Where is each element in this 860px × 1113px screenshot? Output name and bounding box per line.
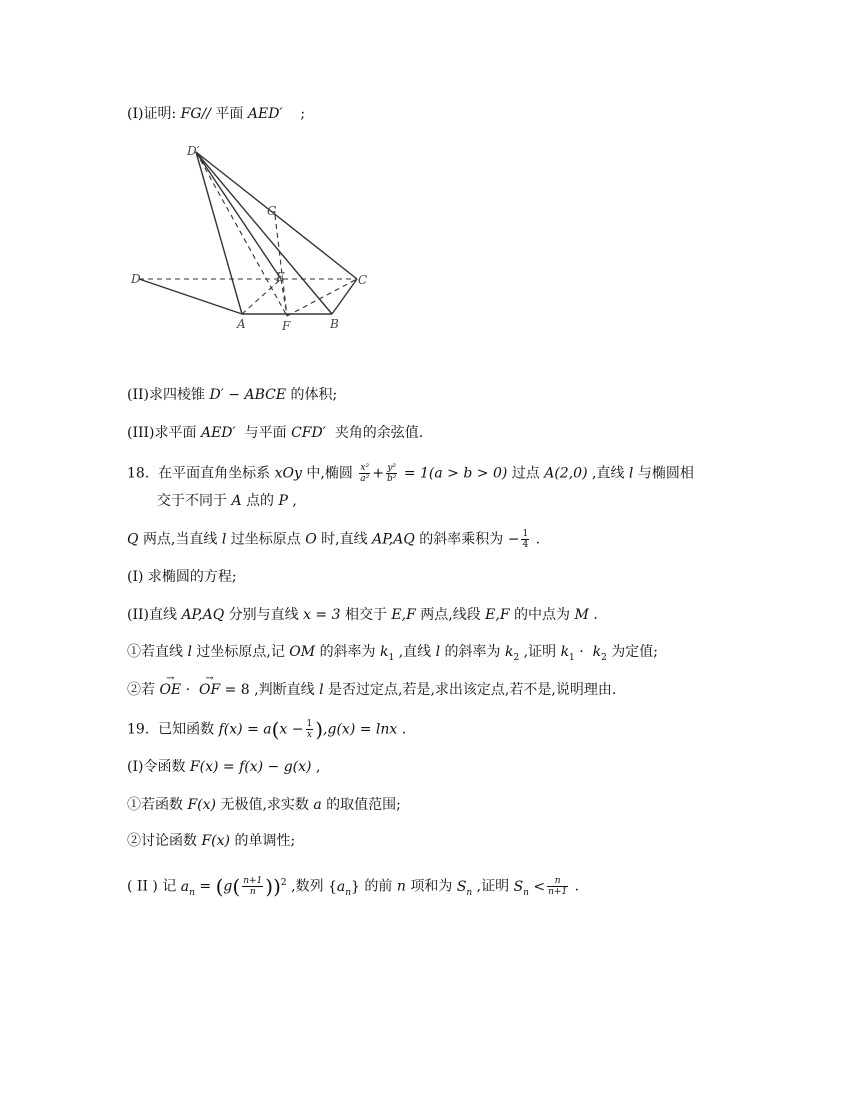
math-expr: AED′ [247, 106, 283, 122]
text: 平面 [215, 106, 244, 122]
text: ,判断直线 [254, 682, 315, 698]
q18-line1: 18. 在平面直角坐标系 xOy 中,椭圆 $\frac{\text{x²}}{\text{a²}}$ + $\frac{\text{y²}}{\text{b²}}$ = 1(a > b > 0) 过点 A(2,0) ,直线 l 与椭圆相 [127, 463, 694, 484]
text: 的体积; [290, 387, 338, 403]
math-expr: D′ − ABCE [209, 387, 287, 403]
text: ; [300, 106, 306, 122]
geometry-figure [125, 140, 385, 340]
edge-Dp-A [196, 152, 242, 314]
math-expr: ,g(x) = lnx [323, 721, 398, 738]
edge-G-F [275, 215, 287, 316]
math-expr: $S_n$ [456, 878, 473, 898]
edge-F-C [287, 279, 357, 316]
text: 为定值; [611, 644, 658, 660]
text: 相交于 [344, 607, 387, 623]
text: . [574, 878, 580, 895]
q19-case1 [127, 795, 401, 815]
math-expr: Q [127, 531, 139, 548]
text: 夹角的余弦值. [334, 425, 424, 441]
math-expr: l [187, 644, 192, 660]
text: (III)求平面 [127, 425, 197, 441]
q18-case2 [127, 680, 616, 700]
text: 项和为 [410, 878, 453, 895]
text: , [315, 759, 321, 775]
text: 的前 [364, 878, 393, 895]
text: 的单调性; [234, 833, 296, 849]
math-expr: O [305, 531, 317, 548]
math-expr: F(x) = f(x) − g(x) [189, 759, 312, 775]
q19-part2: ( II ) 记 $a_n = (g$( $\frac{n+1}{n}$ ))$^2$ ,数列 $\{a_n\}$ 的前 n 项和为 $S_n$ ,证明 $S_n$ < $\frac{n}{n+1}$ . [127, 874, 580, 899]
fraction: $\frac{n+1}{n}$ [243, 876, 263, 898]
text: 是否过定点,若是,求出该定点,若不是,说明理由. [328, 682, 617, 698]
math-expr: = 1(a > b > 0) [403, 465, 508, 482]
text: ①若直线 [127, 644, 183, 660]
question-number: 19. [127, 721, 150, 738]
label-E: E [276, 270, 285, 284]
math-expr: − [507, 531, 520, 548]
math-expr: F(x) [187, 797, 216, 813]
text: ,直线 [592, 465, 625, 482]
label-D: D [131, 272, 141, 286]
text: ,直线 [398, 644, 432, 660]
fraction: $\frac{1}{x}$ [306, 719, 313, 740]
math-expr: x − [279, 721, 304, 738]
text: (II)直线 [127, 607, 177, 623]
fraction: $\frac{\text{y²}}{\text{b²}}$ [387, 463, 397, 484]
q19-case2 [127, 831, 295, 851]
q18-part1 [127, 567, 237, 587]
math-expr: l [628, 465, 634, 482]
text: 的中点为 [514, 607, 571, 623]
label-C: C [358, 273, 368, 287]
math-expr: CFD′ [291, 425, 326, 441]
math-expr: $a_n$ [180, 878, 195, 898]
math-expr: AP,AQ [181, 607, 225, 623]
text: 与椭圆相 [637, 465, 694, 482]
edge-D-A [139, 279, 242, 314]
text: . [401, 721, 407, 738]
text: 的斜率为 [444, 644, 501, 660]
text: 过坐标原点,记 [196, 644, 285, 660]
math-expr: $S_n$ < [513, 878, 546, 898]
text: ,证明 [476, 878, 510, 895]
text: 两点,当直线 [142, 531, 218, 548]
math-expr: A [231, 493, 242, 509]
text: 两点,线段 [420, 607, 481, 623]
text: ①若函数 [127, 797, 183, 813]
question-number: 18. [127, 465, 150, 482]
math-expr: x = 3 [303, 607, 341, 623]
fraction: $\frac{\text{x²}}{\text{a²}}$ [360, 463, 370, 484]
text: 记 [162, 878, 177, 895]
edge-Dp-B [196, 152, 332, 314]
math-expr: AED′ [200, 425, 236, 441]
text: ( II ) [127, 878, 158, 895]
math-expr: xOy [274, 465, 302, 482]
text: 点的 [246, 493, 275, 509]
math-expr: → OE · → OF [159, 682, 220, 698]
text: 中,椭圆 [306, 465, 353, 482]
math-expr: E,F [485, 607, 510, 623]
math-expr: M [574, 607, 589, 623]
math-expr: = 8 [224, 682, 250, 698]
edge-A-E [242, 279, 281, 314]
math-expr: f(x) = a [218, 721, 272, 738]
edge-B-C [332, 279, 357, 314]
math-expr: = [199, 878, 216, 895]
text: (I)令函数 [127, 759, 186, 775]
q18-line2 [157, 491, 297, 511]
q19-line1: 19. 已知函数 f(x) = a(x − $\frac{1}{x}$ ),g(x) = lnx . [127, 717, 407, 742]
math-expr: P [278, 493, 288, 509]
label-G: G [267, 204, 277, 218]
text: 的取值范围; [326, 797, 401, 813]
text: 的斜率为 [319, 644, 376, 660]
math-expr: l [221, 531, 227, 548]
text: 时,直线 [321, 531, 368, 548]
text: , [292, 493, 297, 509]
text: (II)求四棱锥 [127, 387, 205, 403]
label-A: A [237, 317, 246, 331]
label-F: F [282, 319, 291, 333]
math-expr: $k_1 \cdot k_2$ [560, 644, 607, 663]
math-expr: l [435, 644, 441, 660]
math-expr: F(x) [201, 833, 230, 849]
text: 与平面 [244, 425, 287, 441]
q18-case1 [127, 642, 658, 668]
math-expr: AP,AQ [372, 531, 415, 548]
q18-part2: (II)直线 AP,AQ 分别与直线 x = 3 相交于 E,F 两点,线段 E,F 的中点为 M . [127, 607, 598, 623]
math-expr: a [313, 797, 322, 813]
math-expr: OM [289, 644, 316, 660]
fraction: $\frac{1}{4}$ [522, 529, 529, 550]
text: . [535, 531, 541, 548]
q17-part2 [127, 385, 337, 405]
math-expr: l [319, 682, 324, 698]
text: 已知函数 [158, 721, 215, 738]
text: ②讨论函数 [127, 833, 197, 849]
text: 过点 [511, 465, 540, 482]
q17-part1 [127, 104, 305, 124]
text: 的斜率乘积为 [419, 531, 504, 548]
edge-Dp-F [196, 152, 287, 316]
math-expr: $k_1$ [380, 644, 395, 663]
math-expr: FG// [180, 106, 211, 122]
math-expr: A(2,0) [544, 465, 588, 482]
text: ②若 [127, 682, 155, 698]
text: 分别与直线 [228, 607, 299, 623]
math-expr: $\{a_n\}$ [327, 878, 360, 898]
q19-part1 [127, 757, 320, 777]
q17-part3 [127, 423, 423, 443]
text: 过坐标原点 [230, 531, 301, 548]
q18-line3 [127, 529, 540, 550]
text: ,数列 [291, 878, 324, 895]
text: 无极值,求实数 [220, 797, 309, 813]
fraction: $\frac{n}{n+1}$ [548, 876, 568, 898]
math-expr: n [396, 878, 406, 895]
part-label: (I)证明: [127, 106, 177, 122]
math-expr: $k_2$ [504, 644, 520, 663]
text: 交于不同于 [157, 493, 227, 509]
math-expr: E,F [391, 607, 416, 623]
text: ,证明 [523, 644, 557, 660]
label-B: B [330, 317, 339, 331]
label-Dp: D′ [187, 144, 200, 158]
text: 在平面直角坐标系 [158, 465, 271, 482]
text: (I) 求椭圆的方程; [127, 569, 237, 585]
